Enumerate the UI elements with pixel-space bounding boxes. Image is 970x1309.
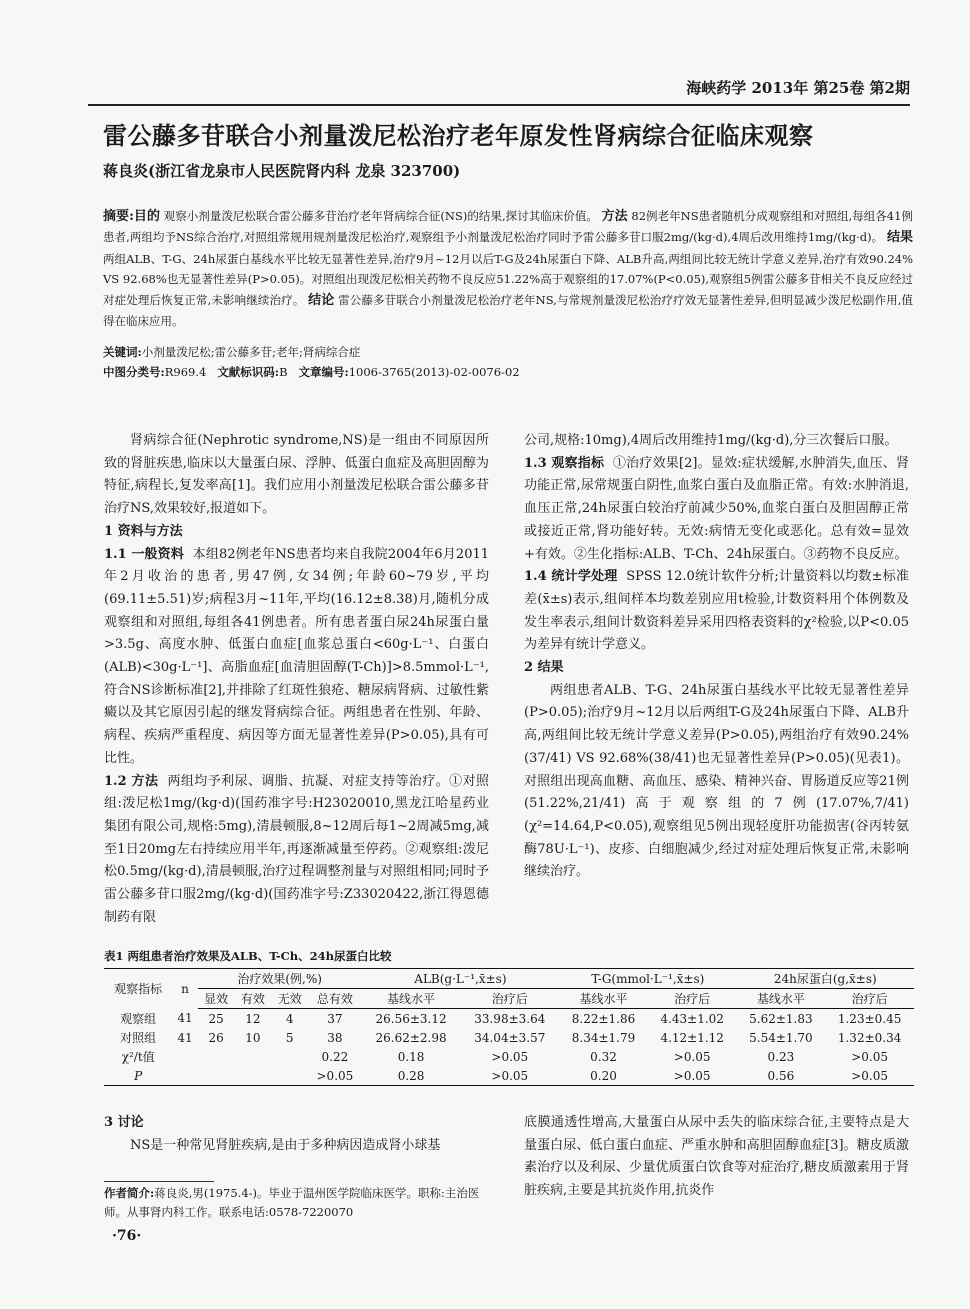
header-effect: 治疗效果(例,%) (198, 969, 362, 989)
table-cell: 0.32 (590, 1049, 617, 1064)
table-cell: P (104, 1066, 172, 1086)
keywords-text: 小剂量泼尼松;雷公藤多苷;老年;肾病综合症 (141, 345, 361, 359)
section-1-3-text: ①治疗效果[2]。显效:症状缓解,水肿消失,血压、肾功能正常,尿常规蛋白阴性,血浆白蛋白及血脂正常。有效:水肿消退,血压正常,24h尿蛋白较治疗前减少50%,血浆白蛋白及胆固醇正常或接近正常,肾功能好转。无效:病情无变化或恶化。总有效=显效+有效。②生化指标:ALB、T-Ch、24h尿蛋白。③药物不良反应。 (524, 455, 909, 562)
clc-value: R969.4 (164, 365, 207, 379)
section-1-1-text: 本组82例老年NS患者均来自我院2004年6月2011年2月收治的患者,男47例,女34例;年龄60~79岁,平均(69.11±5.51)岁;病程3月~11年,平均(16.12±8.38)月,随机分成观察组和对照组,每组各41例患者。所有患者蛋白尿24h尿蛋白量>3.5g、高度水肿、低蛋白血症[血浆总蛋白<60g·L⁻¹、白蛋白(ALB)<30g·L⁻¹]、高脂血症[血清胆固醇(T-Ch)]>8.5mmol·L⁻¹,符合NS诊断标准[2],并排除了红斑性狼疮、糖尿病肾病、过敏性紫癜以及其它原因引起的继发肾病综合征。两组患者在性别、年龄、病程、疾病严重程度、病因等方面无显著性差异(P>0.05),具有可比性。 (104, 546, 490, 766)
table-cell: >0.05 (460, 1066, 559, 1086)
objective-label: 目的 (133, 209, 160, 224)
table-row (104, 1066, 914, 1086)
section-1-1-label: 1.1 一般资料 (104, 546, 185, 562)
method-continued: 公司,规格:10mg),4周后改用维持1mg/(kg·d),分三次餐后口服。 (524, 433, 898, 448)
table-cell: 0.18 (397, 1049, 425, 1064)
table-cell: 25 (208, 1011, 224, 1026)
table-cell: 5 (285, 1030, 294, 1045)
results-table (104, 968, 914, 1086)
table-cell: 41 (177, 1030, 193, 1045)
running-header (88, 72, 910, 102)
table-cell (172, 1047, 197, 1066)
sub-header: 总有效 (308, 989, 362, 1009)
body-right-column (524, 430, 909, 884)
table-cell: 0.22 (321, 1049, 349, 1064)
sub-header: 基线水平 (559, 989, 648, 1009)
sub-header: 有效 (234, 989, 271, 1009)
section-1-1 (104, 544, 489, 771)
table-cell: >0.05 (673, 1049, 711, 1064)
table-cell: 12 (245, 1011, 261, 1026)
section-1-3 (524, 453, 909, 567)
section-1-3-label: 1.3 观察指标 (524, 455, 605, 471)
table-cell: 8.22±1.86 (571, 1011, 636, 1026)
results-paragraph: 两组患者ALB、T-G、24h尿蛋白基线水平比较无显著性差异(P>0.05);治疗9月~12月以后两组T-G及24h尿蛋白下降、ALB升高,两组间比较无统计学意义差异(P>0.05),两组治疗有效90.24%(37/41) VS 92.68%(38/41)也无显著性差异(P>0.05)(见表1)。对照组出现高血糖、高血压、感染、精神兴奋、胃肠道反应等21例(51.22%,21/41)高于观察组的7例(17.07%,7/41)(χ²=14.64,P<0.05),观察组见5例出现轻度肝功能损害(谷丙转氨酶78U·L⁻¹)、皮疹、白细胞减少,经过对症处理后恢复正常,未影响继续治疗。 (524, 682, 909, 880)
result-text: 两组ALB、T-G、24h尿蛋白基线水平比较无显著性差异,治疗9月~12月以后T-G及24h尿蛋白下降、ALB升高,两组间比较无统计学意义差异,治疗有效90.24% VS 92.68%也无显著性差异(P>0.05)。对照组出现泼尼松相关药物不良反应51.22%高于观察组的17.07%(P<0.05),观察组5例雷公藤多苷相关不良反应经过对症处理后恢复正常,未影响继续治疗。 (103, 251, 913, 307)
table-cell: 4.12±1.12 (660, 1030, 724, 1045)
author-note-label: 作者简介: (104, 1186, 155, 1200)
doc-label: 文献标识码: (217, 365, 280, 379)
table-cell: 5.54±1.70 (749, 1030, 813, 1045)
article-label: 文章编号: (298, 365, 349, 379)
discussion-text-right: 底膜通透性增高,大量蛋白从尿中丢失的临床综合征,主要特点是大量蛋白尿、低白蛋白血症、严重水肿和高胆固醇血症[3]。糖皮质激素治疗以及利尿、少量优质蛋白饮食等对症治疗,糖皮质激素用于肾脏疾病,主要是其抗炎作用,抗炎作 (524, 1115, 909, 1199)
table-cell (234, 1047, 271, 1066)
table-cell: 1.32±0.34 (837, 1030, 902, 1045)
sub-header: 治疗后 (825, 989, 914, 1009)
clc-label: 中图分类号: (103, 365, 165, 379)
article-value: 1006-3765(2013)-02-0076-02 (348, 365, 520, 379)
table-cell: 34.04±3.57 (474, 1030, 546, 1045)
table-cell (271, 1066, 308, 1086)
keywords (103, 343, 913, 361)
header-urine: 24h尿蛋白(g,x̄±s) (737, 969, 914, 989)
section-1-4-label: 1.4 统计学处理 (524, 569, 618, 585)
table-cell: 26 (208, 1030, 224, 1045)
header-rule (88, 104, 910, 106)
table-cell: >0.05 (648, 1066, 737, 1086)
table-cell: >0.05 (308, 1066, 362, 1086)
journal-issue: 海峡药学 2013年 第25卷 第2期 (686, 78, 910, 97)
footnote-rule (104, 1181, 214, 1182)
objective-text: 观察小剂量泼尼松联合雷公藤多苷治疗老年肾病综合征(NS)的结果,探讨其临床价值。 (163, 209, 598, 223)
table-cell: >0.05 (851, 1049, 888, 1064)
table-cell (234, 1066, 271, 1086)
table-cell: 0.20 (559, 1066, 648, 1086)
table-cell: 1.23±0.45 (837, 1011, 902, 1026)
doc-value: B (279, 365, 288, 379)
section-1-2-text: 两组均予利尿、调脂、抗凝、对症支持等治疗。①对照组:泼尼松1mg/(kg·d)(国药准字号:H23020010,黑龙江哈星药业集团有限公司,规格:5mg),清晨顿服,8~12周后每1~2周减5mg,减至1日20mg左右持续应用半年,再逐渐减量至停药。②观察组:泼尼松0.5mg/(kg·d),清晨顿服,治疗过程调整剂量与对照组相同;同时予雷公藤多苷口服2mg/(kg·d)(国药准字号:Z33020422,浙江得恩德制药有限 (104, 773, 489, 925)
section-3-heading: 3 讨论 (104, 1115, 144, 1130)
discussion-right (524, 1112, 909, 1203)
sub-header: 基线水平 (737, 989, 826, 1009)
table-cell: 0.28 (362, 1066, 461, 1086)
section-2-heading: 2 结果 (524, 660, 564, 676)
sub-header: 无效 (271, 989, 308, 1009)
table-cell: 38 (327, 1030, 343, 1045)
table-cell (172, 1066, 197, 1086)
table-cell: 观察组 (120, 1011, 157, 1026)
table-cell: >0.05 (491, 1049, 529, 1064)
section-1-2-label: 1.2 方法 (104, 773, 159, 789)
body-left-column (104, 430, 489, 929)
table-caption: 表1 两组患者治疗效果及ALB、T-Ch、24h尿蛋白比较 (104, 949, 392, 963)
table-cell: χ²/t值 (121, 1050, 155, 1064)
author-note (104, 1184, 492, 1222)
author-note-text: 蒋良炎,男(1975.4-)。毕业于温州医学院临床医学。职称:主治医师。从事肾内科工作。联系电话:0578-7220070 (104, 1186, 480, 1219)
section-1-heading: 1 资料与方法 (104, 523, 183, 539)
discussion-left (104, 1112, 489, 1157)
header-index: 观察指标 (104, 969, 172, 1009)
header-alb: ALB(g·L⁻¹,x̄±s) (362, 969, 559, 989)
table-cell: 10 (245, 1030, 261, 1045)
method-text: 82例老年NS患者随机分成观察组和对照组,每组各41例患者,两组均予NS综合治疗,对照组常规用规剂量泼尼松治疗,观察组予小剂量泼尼松治疗同时予雷公藤多苷口服2mg/(kg·d),4周后改用维持1mg/(kg·d)。 (103, 209, 913, 245)
header-tg: T-G(mmol·L⁻¹,x̄±s) (559, 969, 736, 989)
sub-header: 治疗后 (648, 989, 737, 1009)
header-n: n (172, 969, 197, 1009)
table-row (104, 1028, 914, 1047)
table-cell (198, 1066, 235, 1086)
conclusion-label: 结论 (308, 292, 335, 308)
sub-header: 基线水平 (362, 989, 461, 1009)
table-cell: 26.62±2.98 (375, 1030, 447, 1045)
sub-header: 显效 (198, 989, 235, 1009)
table-cell: 0.23 (767, 1049, 795, 1064)
table-row (104, 1047, 914, 1066)
table-cell: >0.05 (825, 1066, 914, 1086)
table-cell: 4.43±1.02 (660, 1011, 724, 1026)
discussion-text-left: NS是一种常见肾脏疾病,是由于多种病因造成肾小球基 (130, 1137, 441, 1153)
result-label: 结果 (886, 230, 913, 246)
classification-line (103, 363, 913, 381)
table-cell: 0.56 (737, 1066, 826, 1086)
table-cell: 5.62±1.83 (749, 1011, 813, 1026)
section-1-4 (524, 566, 909, 657)
table-row (104, 1009, 914, 1029)
table-cell (271, 1047, 308, 1066)
section-1-2 (104, 771, 489, 930)
table-cell: 4 (285, 1011, 294, 1026)
table-cell: 8.34±1.79 (571, 1030, 636, 1045)
intro-paragraph: 肾病综合征(Nephrotic syndrome,NS)是一组由不同原因所致的肾脏疾患,临床以大量蛋白尿、浮肿、低蛋白血症及高胆固醇为特征,病程长,复发率高[1]。我们应用小剂量泼尼松联合雷公藤多苷治疗NS,效果较好,报道如下。 (104, 433, 489, 517)
conclusion-text: 雷公藤多苷联合小剂量泼尼松治疗老年NS,与常规剂量泼尼松治疗疗效无显著性差异,但明显减少泼尼松副作用,值得在临床应用。 (103, 292, 913, 329)
abstract (103, 206, 913, 331)
table-cell: 33.98±3.64 (474, 1011, 546, 1026)
section-1-4-text: SPSS 12.0统计软件分析;计量资料以均数±标准差(x̄±s)表示,组间样本均数差别应用t检验,计数资料用个体例数及发生率表示,组间计数资料差异采用四格表资料的χ²检验,以P<0.05为差异有统计学意义。 (524, 569, 909, 653)
table-cell: 37 (327, 1011, 343, 1026)
page-number: ·76· (112, 1228, 142, 1244)
abstract-label: 摘要: (103, 209, 134, 224)
table-cell: 26.56±3.12 (375, 1011, 447, 1026)
method-label: 方法 (601, 209, 628, 224)
table-cell (198, 1047, 235, 1066)
table-cell: 对照组 (120, 1031, 157, 1045)
keywords-label: 关键词: (103, 345, 142, 359)
sub-header: 治疗后 (460, 989, 559, 1009)
article-title: 雷公藤多苷联合小剂量泼尼松治疗老年原发性肾病综合征临床观察 (103, 121, 814, 150)
author-line: 蒋良炎(浙江省龙泉市人民医院肾内科 龙泉 323700) (103, 162, 461, 180)
table-cell: 41 (177, 1011, 193, 1026)
